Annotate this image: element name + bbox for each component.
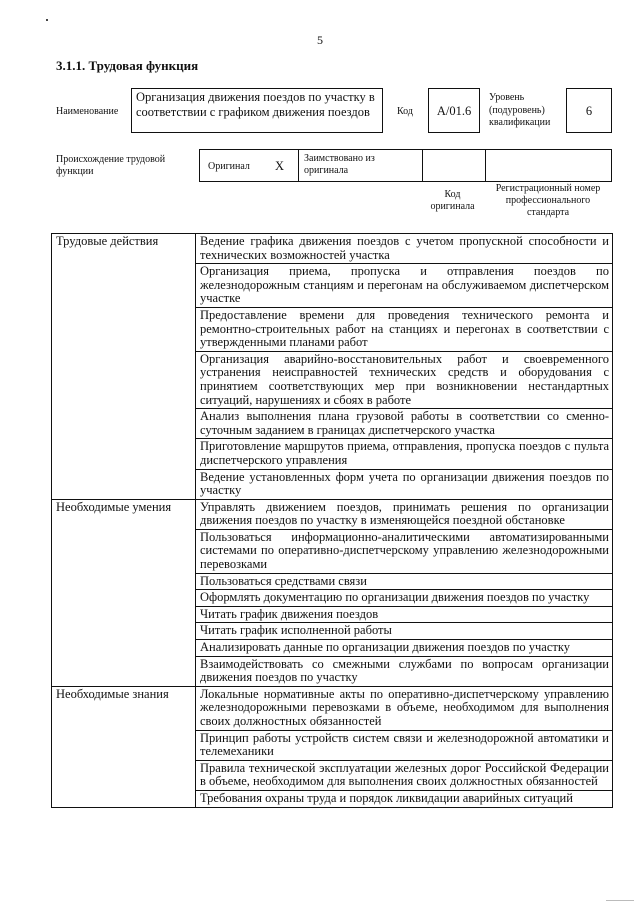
name-value-box (131, 88, 383, 133)
actions-item: Анализ выполнения плана грузовой работы в соответствии со сменно-суточным заданием в границах диспетчерского участка (196, 409, 613, 439)
code-label: Код (397, 106, 413, 117)
skills-item: Управлять движением поездов, принимать решения по организации движения поездов по участку в изменяющейся поездной обстановке (196, 499, 613, 529)
origin-divider-2 (422, 150, 423, 181)
skills-item: Читать график движения поездов (196, 606, 613, 623)
knowledge-item: Принцип работы устройств систем связи и железнодорожной автоматики и телемеханики (196, 730, 613, 760)
code-original-caption: Код оригинала (430, 189, 475, 212)
actions-item: Организация приема, пропуска и отправления поездов по железнодорожным станциям и перегонам на обслуживаемом диспетчерском участке (196, 264, 613, 308)
table-row (52, 686, 613, 730)
actions-item: Ведение графика движения поездов с учетом пропускной способности и технических возможностей участка (196, 234, 613, 264)
actions-item: Предоставление времени для проведения технического ремонта и ремонтно-строительных работ на станциях и перегонах в соответствии с утвержденными планами работ (196, 307, 613, 351)
level-value: 6 (585, 103, 593, 118)
table-row (52, 499, 613, 529)
code-value-box (428, 88, 480, 133)
scan-speck (46, 19, 48, 21)
function-table (51, 233, 613, 808)
section-title: 3.1.1. Трудовая функция (56, 58, 199, 73)
name-label: Наименование (56, 106, 119, 117)
actions-item: Ведение установленных форм учета по организации движения поездов по участку (196, 469, 613, 499)
reg-number-caption: Регистрационный номер профессионального стандарта (495, 183, 601, 218)
original-label: Оригинал (208, 161, 250, 172)
knowledge-category-label: Необходимые знания (52, 686, 196, 807)
page-number: 5 (317, 33, 323, 47)
actions-item: Приготовление маршрутов приема, отправления, пропуска поездов с пульта диспетчерского управления (196, 439, 613, 469)
origin-divider-3 (485, 150, 486, 181)
knowledge-item: Правила технической эксплуатации железных дорог Российской Федерации в объеме, необходимом для выполнения своих должностных обязанностей (196, 760, 613, 790)
skills-item: Читать график исполненной работы (196, 623, 613, 640)
skills-item: Анализировать данные по организации движения поездов по участку (196, 640, 613, 657)
table-row (52, 234, 613, 264)
skills-item: Пользоваться информационно-аналитическими автоматизированными системами по оперативно-диспетчерскому управлению железнодорожными перевозками (196, 529, 613, 573)
skills-category-label: Необходимые умения (52, 499, 196, 686)
code-value: A/01.6 (436, 103, 472, 118)
knowledge-item: Локальные нормативные акты по оперативно-диспетчерскому управлению железнодорожными перевозками в объеме, необходимом для выполнения своих должностных обязанностей (196, 686, 613, 730)
skills-item: Пользоваться средствами связи (196, 573, 613, 590)
level-label: Уровень (подуровень) квалификации (489, 92, 551, 128)
actions-item: Организация аварийно-восстановительных работ и своевременного устранения неисправностей технических средств и оборудования с принятием соответствующих мер при возникновении нестандартных ситуаций, нарушениях и сбоях в работе (196, 351, 613, 408)
origin-label: Происхождение трудовой функции (56, 154, 166, 177)
name-value: Организация движения поездов по участку в соответствии с графиком движения поездов (136, 90, 375, 119)
scan-edge-mark (606, 900, 634, 901)
skills-item: Взаимодействовать со смежными службами по вопросам организации движения поездов по участку (196, 656, 613, 686)
original-mark: X (275, 159, 285, 173)
level-value-box (566, 88, 612, 133)
origin-divider-1 (298, 150, 299, 181)
borrowed-label: Заимствовано из оригинала (304, 153, 375, 176)
knowledge-item: Требования охраны труда и порядок ликвидации аварийных ситуаций (196, 790, 613, 807)
actions-category-label: Трудовые действия (52, 234, 196, 500)
origin-box (199, 149, 612, 182)
skills-item: Оформлять документацию по организации движения поездов по участку (196, 590, 613, 607)
